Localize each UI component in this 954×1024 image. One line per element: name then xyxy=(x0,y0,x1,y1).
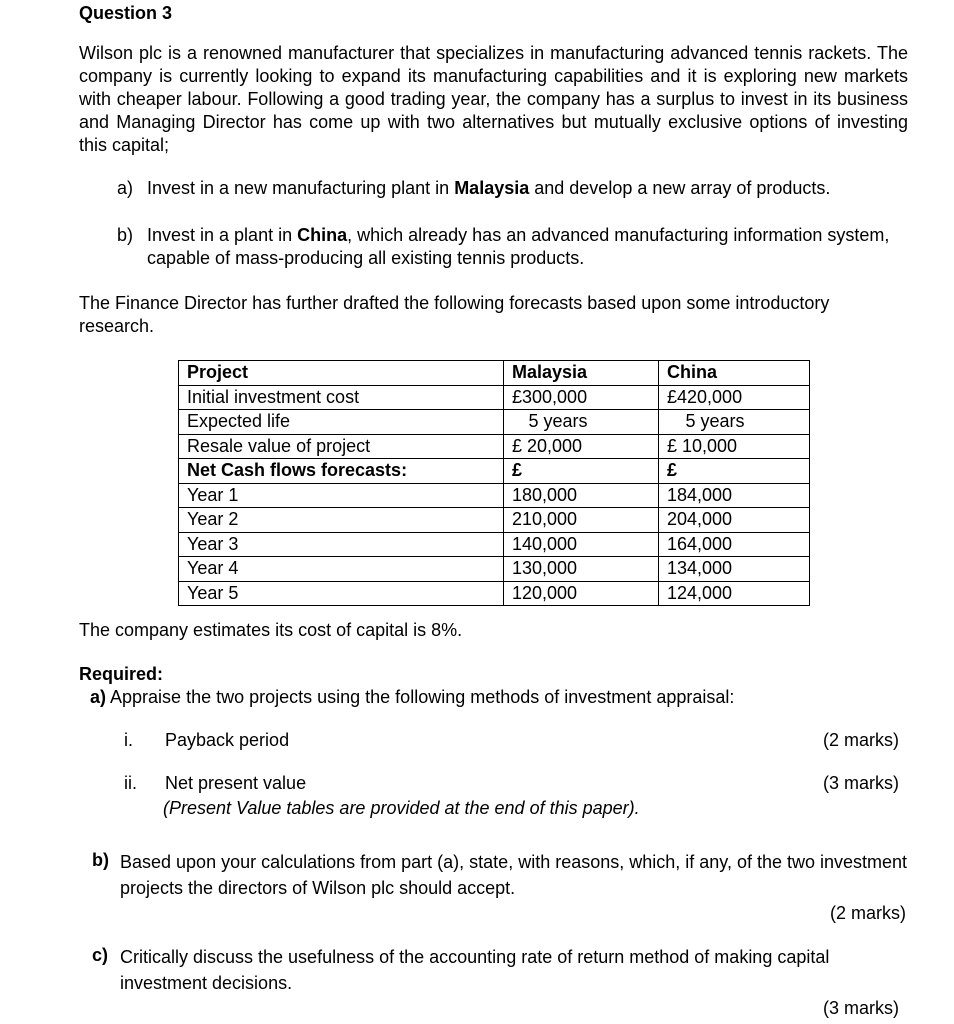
marks-label: (2 marks) xyxy=(830,903,906,923)
item-text: Payback period xyxy=(165,730,290,750)
table-cell: Expected life xyxy=(179,410,504,435)
table-cell: 5 years xyxy=(504,410,659,435)
item-text: Net present value xyxy=(165,773,307,793)
table-cell: 184,000 xyxy=(659,483,810,508)
table-row xyxy=(179,581,810,606)
table-header-cell: Project xyxy=(179,361,504,386)
table-row xyxy=(179,508,810,533)
table-cell: Year 5 xyxy=(179,581,504,606)
option-label: a) xyxy=(117,178,134,198)
table-cell: 180,000 xyxy=(504,483,659,508)
marks-label: (2 marks) xyxy=(823,730,899,750)
table-row xyxy=(179,459,810,484)
table-header-row xyxy=(179,361,810,386)
table-row xyxy=(179,557,810,582)
table-cell: Initial investment cost xyxy=(179,385,504,410)
table-cell: 134,000 xyxy=(659,557,810,582)
marks-label: (3 marks) xyxy=(823,773,899,793)
table-cell: Resale value of project xyxy=(179,434,504,459)
table-header-cell: China xyxy=(659,361,810,386)
table-cell: 140,000 xyxy=(504,532,659,557)
forecast-table xyxy=(178,360,810,606)
table-cell: Year 4 xyxy=(179,557,504,582)
table-cell: Year 2 xyxy=(179,508,504,533)
option-country: China xyxy=(297,225,348,245)
question-title: Question 3 xyxy=(79,3,173,23)
part-a-instruction: a) Appraise the two projects using the following methods of investment appraisal: xyxy=(90,687,735,707)
table-row xyxy=(179,385,810,410)
table-cell: £300,000 xyxy=(504,385,659,410)
required-heading: Required: xyxy=(79,664,164,684)
table-cell: £420,000 xyxy=(659,385,810,410)
table-row xyxy=(179,483,810,508)
table-cell: 5 years xyxy=(659,410,810,435)
item-numeral: ii. xyxy=(124,773,137,793)
table-cell: 164,000 xyxy=(659,532,810,557)
item-numeral: i. xyxy=(124,730,133,750)
table-row xyxy=(179,434,810,459)
part-label: c) xyxy=(92,945,109,965)
part-text: Critically discuss the usefulness of the accounting rate of return method of making capital investment decisions. xyxy=(120,947,830,993)
table-cell: 204,000 xyxy=(659,508,810,533)
option-label: b) xyxy=(117,225,134,245)
intro-paragraph: Wilson plc is a renowned manufacturer that specializes in manufacturing advanced tennis rackets. The company is currently looking to expand its manufacturing capabilities and it is exploring new markets with cheaper labour. Following a good trading year, the company has a surplus to invest in its business and Managing Director has come up with two alternatives but mutually exclusive options of investing this capital; xyxy=(79,43,908,155)
table-header-cell: Malaysia xyxy=(504,361,659,386)
marks-label: (3 marks) xyxy=(823,998,899,1018)
cost-of-capital-text: The company estimates its cost of capital is 8%. xyxy=(79,620,463,640)
part-text: Based upon your calculations from part (a), state, with reasons, which, if any, of the two investment projects the directors of Wilson plc should accept. xyxy=(120,852,908,898)
option-country: Malaysia xyxy=(454,178,530,198)
part-b xyxy=(92,849,912,901)
table-cell: £ xyxy=(504,459,659,484)
table-cell: 210,000 xyxy=(504,508,659,533)
table-cell: 130,000 xyxy=(504,557,659,582)
table-cell: Net Cash flows forecasts: xyxy=(179,459,504,484)
option-b: b) Invest in a plant in China, which already has an advanced manufacturing information system, capable of mass-producing all existing tennis products. xyxy=(117,225,890,268)
table-cell: £ xyxy=(659,459,810,484)
part-c xyxy=(92,944,912,996)
table-cell: Year 3 xyxy=(179,532,504,557)
table-cell: 120,000 xyxy=(504,581,659,606)
table-cell: £ 20,000 xyxy=(504,434,659,459)
option-a: a) Invest in a new manufacturing plant in Malaysia and develop a new array of products. xyxy=(117,178,831,198)
finance-director-paragraph: The Finance Director has further drafted the following forecasts based upon some introductory research. xyxy=(79,293,830,336)
part-label: b) xyxy=(92,850,109,870)
table-cell: 124,000 xyxy=(659,581,810,606)
pv-table-note: (Present Value tables are provided at the end of this paper). xyxy=(163,798,640,818)
part-label: a) xyxy=(90,687,107,707)
table-row xyxy=(179,410,810,435)
table-cell: Year 1 xyxy=(179,483,504,508)
table-cell: £ 10,000 xyxy=(659,434,810,459)
table-row xyxy=(179,532,810,557)
